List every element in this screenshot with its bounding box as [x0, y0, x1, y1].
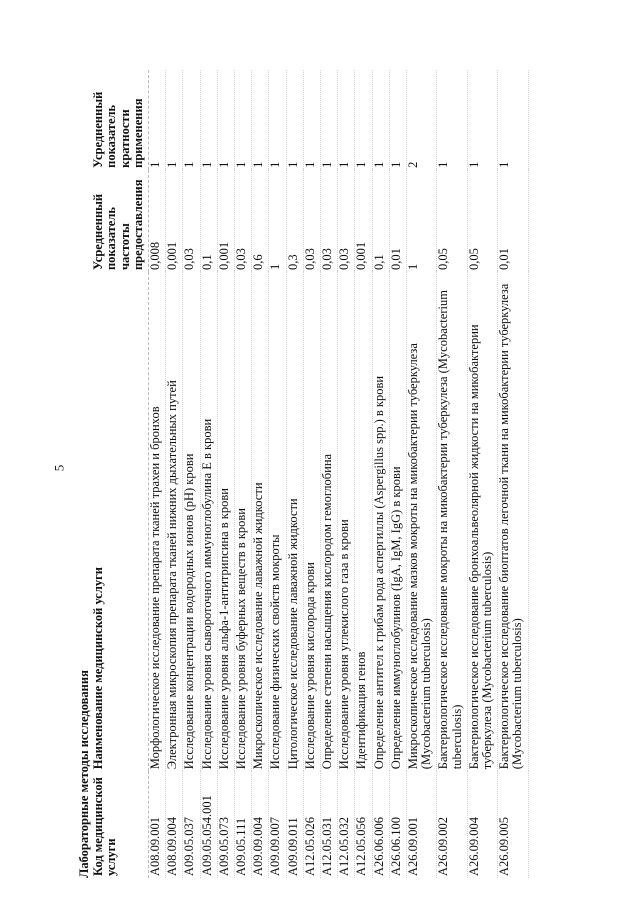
cell-code: A09.05.054.001	[200, 771, 217, 878]
cell-code: A26.09.002	[437, 771, 467, 878]
cell-frequency: 0,01	[498, 170, 528, 272]
cell-name: Определение антител к грибам рода аспергиллы (Aspergillus spp.) в крови	[372, 272, 389, 771]
table-body	[149, 70, 529, 878]
cell-name: Исследование уровня кислорода крови	[303, 272, 320, 771]
table-row	[389, 70, 406, 878]
cell-multiplicity: 1	[149, 70, 166, 170]
cell-code: A26.09.005	[498, 771, 528, 878]
cell-code: A26.06.006	[372, 771, 389, 878]
cell-name: Исследование концентрации водородных ионов (pH) крови	[183, 272, 200, 771]
cell-code: A09.09.004	[252, 771, 269, 878]
section-title: Лабораторные методы исследования	[77, 670, 91, 878]
cell-multiplicity: 1	[183, 70, 200, 170]
cell-frequency: 0,01	[389, 170, 406, 272]
header-frequency: Усредненный показатель частоты предоставления	[91, 179, 145, 271]
cell-name: Исследование уровня буферных веществ в крови	[235, 272, 252, 771]
cell-multiplicity: 1	[200, 70, 217, 170]
cell-frequency: 0,03	[303, 170, 320, 272]
cell-multiplicity: 1	[235, 70, 252, 170]
table-row	[338, 70, 355, 878]
table-row	[166, 70, 183, 878]
header-name: Наименование медицинской услуги	[91, 566, 106, 770]
cell-name: Микроскопическое исследование мазков мокроты на микобактерии туберкулеза (Mycobacterium tuberculosis)	[407, 272, 437, 771]
cell-name: Морфологическое исследование препарата тканей трахеи и бронхов	[149, 272, 166, 771]
cell-frequency: 0,3	[286, 170, 303, 272]
table-row	[355, 70, 372, 878]
cell-frequency: 0,008	[149, 170, 166, 272]
rotated-content	[78, 58, 598, 878]
cell-code: A09.05.037	[183, 771, 200, 878]
cell-multiplicity: 1	[286, 70, 303, 170]
table-row	[183, 70, 200, 878]
table-row	[200, 70, 217, 878]
cell-code: A26.09.004	[467, 771, 497, 878]
cell-multiplicity: 1	[355, 70, 372, 170]
cell-multiplicity: 1	[269, 70, 286, 170]
table-row	[303, 70, 320, 878]
cell-frequency: 0,05	[467, 170, 497, 272]
cell-multiplicity: 1	[498, 70, 528, 170]
cell-multiplicity: 1	[303, 70, 320, 170]
cell-code: A09.09.011	[286, 771, 303, 878]
cell-frequency: 0,6	[252, 170, 269, 272]
table-row	[407, 70, 437, 878]
cell-code: A12.05.026	[303, 771, 320, 878]
cell-frequency: 0,001	[355, 170, 372, 272]
cell-name: Электронная микроскопия препарата тканей нижних дыхательных путей	[166, 272, 183, 771]
cell-multiplicity: 1	[252, 70, 269, 170]
table-header-row	[92, 70, 148, 878]
header-multiplicity: Усредненный показатель кратности применения	[91, 91, 145, 168]
cell-multiplicity: 1	[217, 70, 234, 170]
cell-frequency: 0,03	[338, 170, 355, 272]
cell-code: A08.09.004	[166, 771, 183, 878]
cell-name: Исследование уровня углекислого газа в крови	[338, 272, 355, 771]
table-row	[149, 70, 166, 878]
table-row	[269, 70, 286, 878]
cell-name: Микроскопическое исследование лаважной жидкости	[252, 272, 269, 771]
table-row	[372, 70, 389, 878]
cell-name: Бактериологическое исследование бронхоальвеолярной жидкости на микобактерии туберкулеза (Mycobacterium tuberculosis)	[467, 272, 497, 771]
page-number: 5	[51, 464, 67, 472]
cell-frequency: 0,001	[166, 170, 183, 272]
cell-name: Исследование физических свойств мокроты	[269, 272, 286, 771]
cell-code: A26.06.100	[389, 771, 406, 878]
cell-code: A12.05.032	[338, 771, 355, 878]
cell-frequency: 0,001	[217, 170, 234, 272]
cell-frequency: 0,03	[321, 170, 338, 272]
cell-multiplicity: 1	[321, 70, 338, 170]
cell-name: Цитологическое исследование лаважной жидкости	[286, 272, 303, 771]
cell-code: A09.09.007	[269, 771, 286, 878]
table-row	[235, 70, 252, 878]
cell-multiplicity: 1	[467, 70, 497, 170]
cell-frequency: 0,05	[437, 170, 467, 272]
table-row	[498, 70, 528, 878]
cell-frequency: 1	[269, 170, 286, 272]
header-code: Код медицинской услуги	[91, 777, 119, 876]
cell-frequency: 1	[407, 170, 437, 272]
cell-multiplicity: 1	[389, 70, 406, 170]
cell-code: A09.05.073	[217, 771, 234, 878]
cell-multiplicity: 1	[437, 70, 467, 170]
table-row	[321, 70, 338, 878]
cell-frequency: 0,1	[372, 170, 389, 272]
cell-multiplicity: 1	[372, 70, 389, 170]
cell-name: Исследование уровня альфа-1-антитрипсина в крови	[217, 272, 234, 771]
cell-code: A12.05.031	[321, 771, 338, 878]
cell-code: A26.09.001	[407, 771, 437, 878]
cell-frequency: 0,1	[200, 170, 217, 272]
cell-code: A08.09.001	[149, 771, 166, 878]
cell-name: Идентификация генов	[355, 272, 372, 771]
cell-name: Определение иммуноглобулинов (IgA, IgM, IgG) в крови	[389, 272, 406, 771]
table-row	[467, 70, 497, 878]
cell-code: A09.05.111	[235, 771, 252, 878]
services-table	[92, 70, 528, 878]
cell-multiplicity: 2	[407, 70, 437, 170]
cell-frequency: 0,03	[235, 170, 252, 272]
cell-name: Исследование уровня сывороточного иммуноглобулина E в крови	[200, 272, 217, 771]
cell-name: Бактериологическое исследование мокроты на микобактерии туберкулеза (Mycobacterium tuberculosis)	[437, 272, 467, 771]
cell-name: Бактериологическое исследование биоптатов легочной ткани на микобактерии туберкулеза (Mycobacterium tuberculosis)	[498, 272, 528, 771]
table-row	[286, 70, 303, 878]
table-row	[252, 70, 269, 878]
cell-frequency: 0,03	[183, 170, 200, 272]
cell-code: A12.05.056	[355, 771, 372, 878]
cell-multiplicity: 1	[166, 70, 183, 170]
cell-name: Определение степени насыщения кислородом гемоглобина	[321, 272, 338, 771]
table-row	[437, 70, 467, 878]
table-row	[217, 70, 234, 878]
cell-multiplicity: 1	[338, 70, 355, 170]
